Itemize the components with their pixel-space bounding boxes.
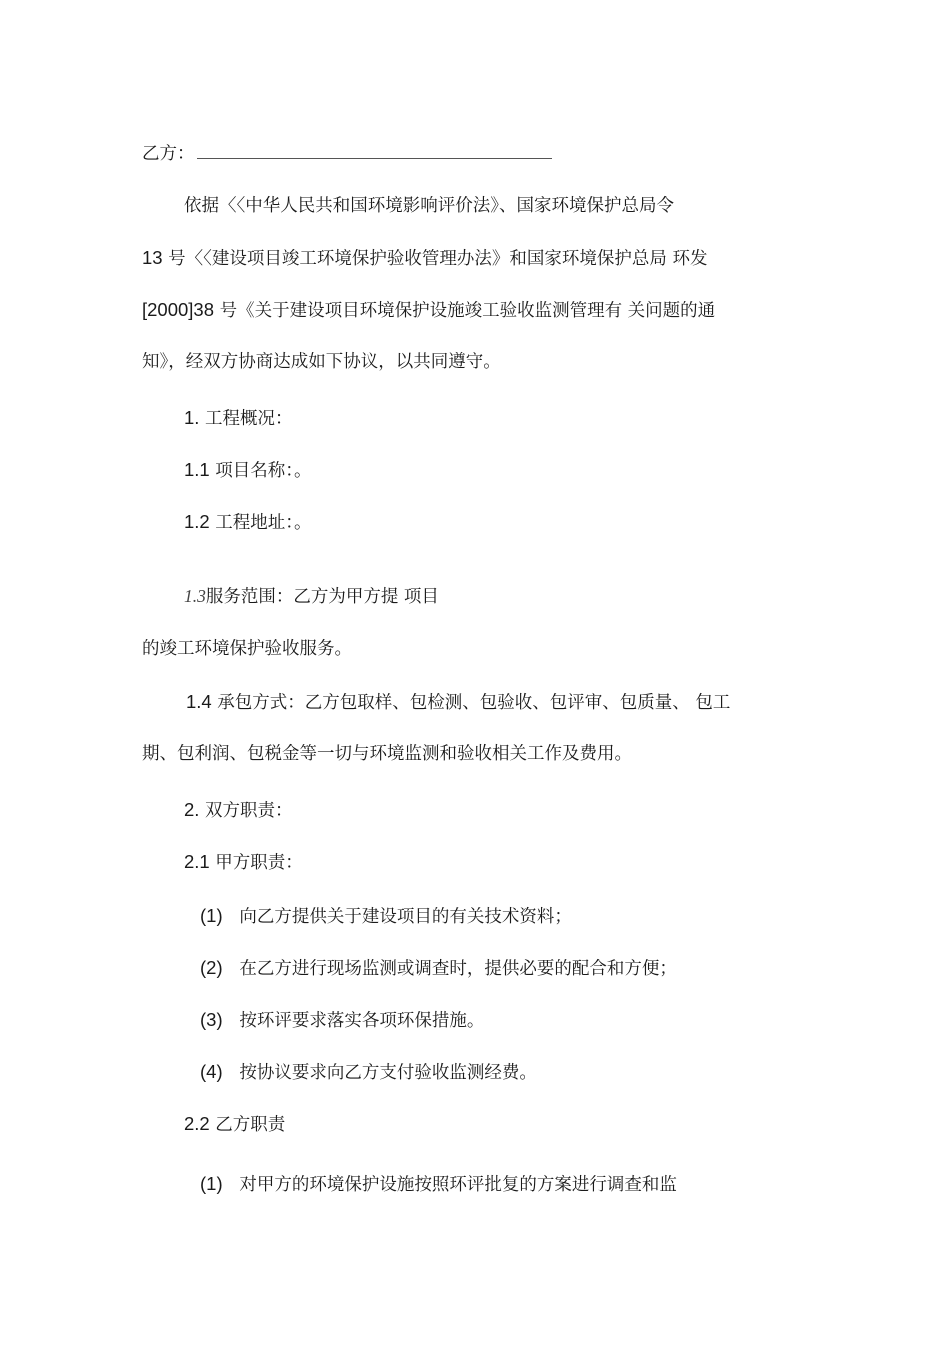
item-text: 承包方式：乙方包取样、包检测、包验收、包评审、包质量、 包工 — [217, 693, 731, 713]
section-number: 2. — [184, 799, 200, 820]
item-number: 1.3 — [184, 586, 206, 606]
intro-line-3 — [142, 298, 715, 323]
list-text: 在乙方进行现场监测或调查时，提供必要的配合和方便； — [239, 959, 677, 979]
document-number: [2000]38 — [142, 299, 215, 320]
list-number: (4) — [200, 1061, 223, 1082]
list-number: (1) — [200, 1173, 223, 1194]
item-number: 1.4 — [186, 691, 212, 712]
item-1-4-continuation: 期、包利润、包税金等一切与环境监测和验收相关工作及费用。 — [142, 744, 632, 764]
duty-a-3 — [200, 1008, 484, 1033]
list-text: 向乙方提供关于建设项目的有关技术资料； — [239, 907, 572, 927]
item-number: 2.1 — [184, 851, 210, 872]
item-2-1 — [184, 850, 303, 875]
item-number: 1.1 — [184, 459, 210, 480]
item-text: 服务范围：乙方为甲方提 项目 — [205, 587, 439, 607]
item-1-4 — [186, 690, 730, 715]
intro-line-3-text: 号《关于建设项目环境保护设施竣工验收监测管理有 关问题的通 — [219, 301, 716, 321]
party-b-line — [142, 142, 552, 166]
intro-line-4: 知》，经双方协商达成如下协议，以共同遵守。 — [142, 352, 501, 372]
item-1-3-continuation: 的竣工环境保护验收服务。 — [142, 639, 352, 659]
section-number: 1. — [184, 407, 200, 428]
section-title: 双方职责： — [205, 801, 293, 821]
item-text: 甲方职责： — [215, 853, 303, 873]
item-1-2 — [184, 510, 312, 535]
item-text: 项目名称：。 — [215, 461, 312, 481]
intro-line-2 — [142, 246, 707, 271]
duty-b-1 — [200, 1172, 677, 1197]
order-number: 13 — [142, 247, 163, 268]
item-text: 乙方职责 — [215, 1115, 286, 1135]
duty-a-4 — [200, 1060, 537, 1085]
list-text: 按环评要求落实各项环保措施。 — [239, 1011, 485, 1031]
section-1-heading — [184, 406, 293, 431]
section-title: 工程概况： — [205, 409, 293, 429]
list-number: (1) — [200, 905, 223, 926]
list-text: 按协议要求向乙方支付验收监测经费。 — [239, 1063, 537, 1083]
intro-line-1: 依据〈〈中华人民共和国环境影响评价法》、国家环境保护总局令 — [184, 196, 674, 216]
intro-line-2-text: 号〈〈建设项目竣工环境保护验收管理办法》和国家环境保护总局 环发 — [168, 249, 708, 269]
duty-a-1 — [200, 904, 572, 929]
party-b-blank — [197, 144, 552, 159]
section-2-heading — [184, 798, 293, 823]
list-number: (3) — [200, 1009, 223, 1030]
item-number: 2.2 — [184, 1113, 210, 1134]
item-number: 1.2 — [184, 511, 210, 532]
party-b-label: 乙方： — [142, 144, 195, 164]
list-text: 对甲方的环境保护设施按照环评批复的方案进行调查和监 — [239, 1175, 677, 1195]
duty-a-2 — [200, 956, 677, 981]
item-1-3 — [184, 584, 439, 609]
item-2-2 — [184, 1112, 285, 1137]
item-1-1 — [184, 458, 312, 483]
item-text: 工程地址：。 — [215, 513, 312, 533]
list-number: (2) — [200, 957, 223, 978]
